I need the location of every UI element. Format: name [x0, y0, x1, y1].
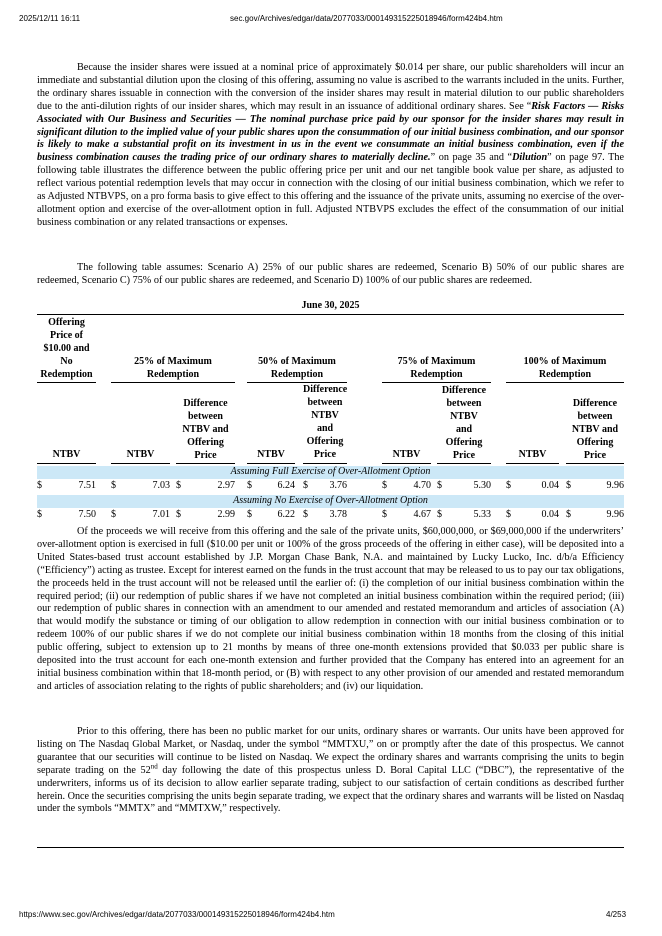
currency-symbol: $ [437, 508, 442, 520]
ntbv-header: NTBV [37, 449, 96, 464]
difference-header: Difference between NTBV and Offering Price [303, 384, 347, 463]
currency-symbol: $ [247, 508, 252, 520]
text: Because the insider shares were issued at a nominal price of approximately $0.014 per share, our public shareholders will incur an immediate and substantial dilution upon the closing of this offering, assuming no value is ascribed to the warrants included in the units. Further, the ordinary shares issuable in connection with the conversion of the insider shares may result in material dilution to our public shareholders due to the anti-dilution rights of our insider shares, which may result in an issuance of additional ordinary shares. See “ [37, 62, 624, 112]
paragraph-dilution [37, 62, 624, 230]
cell-value: 6.24 [277, 479, 295, 491]
dilution-table [37, 300, 624, 522]
currency-symbol: $ [506, 508, 511, 520]
cell-value: 7.01 [152, 508, 170, 520]
dilution-reference: Dilution [512, 152, 548, 164]
group-25-header: 25% of Maximum Redemption [111, 356, 235, 384]
table-cell [111, 480, 170, 493]
cell-value: 5.30 [473, 479, 491, 491]
cell-value: 3.78 [329, 508, 347, 520]
ntbv-header: NTBV [247, 449, 295, 464]
group-75-header: 75% of Maximum Redemption [382, 356, 491, 384]
table-cell [37, 480, 96, 493]
print-page-number: 4/253 [606, 910, 627, 919]
page-divider [37, 847, 624, 848]
ntbv-header: NTBV [506, 449, 559, 464]
ordinal-suffix: nd [150, 762, 158, 771]
table-row [37, 509, 624, 522]
table-row [37, 480, 624, 493]
currency-symbol: $ [176, 508, 181, 520]
difference-header: Difference between NTBV and Offering Price [566, 398, 624, 464]
group-100-header: 100% of Maximum Redemption [506, 356, 624, 384]
difference-header: Difference between NTBV and Offering Price [437, 385, 491, 463]
currency-symbol: $ [111, 479, 116, 491]
table-cell [437, 509, 491, 522]
currency-symbol: $ [247, 479, 252, 491]
currency-symbol: $ [303, 508, 308, 520]
cell-value: 0.04 [541, 508, 559, 520]
risk-factor-reference: Risk Factors — Risks Associated with Our Business and Securities — The nominal purchase price paid by our sponsor for the insider shares may result in significant dilution to the implied value of your public shares upon the consummation of our initial business combination, and our sponsor is likely to make a substantial profit on its investment in us in the event we consummate an initial business combination, even if the business combination causes the trading price of our ordinary shares to materially decline. [37, 100, 624, 164]
cell-value: 5.33 [473, 508, 491, 520]
currency-symbol: $ [37, 479, 42, 491]
table-cell [566, 509, 624, 522]
table-cell [506, 509, 559, 522]
ntbv-header: NTBV [382, 449, 431, 464]
table-date-header: June 30, 2025 [37, 300, 624, 315]
table-cell [382, 509, 431, 522]
table-cell [382, 480, 431, 493]
currency-symbol: $ [382, 479, 387, 491]
cell-value: 4.70 [413, 479, 431, 491]
cell-value: 4.67 [413, 508, 431, 520]
table-cell [303, 480, 347, 493]
currency-symbol: $ [111, 508, 116, 520]
table-cell [176, 509, 235, 522]
text: ” on page 97. The following table illustrates the difference between the public offering price per unit and our net tangible book value per share, as adjusted to reflect various potential redemption levels that may occur in connection with the closing of our initial business combination, which we refer to as Adjusted NTBVPS, on a pro forma basis to give effect to this offering and the issuance of the private units, assuming no exercise of the over-allotment option and exercise of the over-allotment option in full. Adjusted NTBVPS excludes the effect of the consummation of our initial business combination or any related transactions or expenses. [37, 152, 624, 228]
cell-value: 7.03 [152, 479, 170, 491]
cell-value: 7.51 [78, 479, 96, 491]
print-url: https://www.sec.gov/Archives/edgar/data/2077033/000149315225018946/form424b4.htm [19, 910, 335, 919]
table-cell [247, 480, 295, 493]
difference-header: Difference between NTBV and Offering Price [176, 398, 235, 464]
currency-symbol: $ [37, 508, 42, 520]
currency-symbol: $ [437, 479, 442, 491]
section-band: Assuming Full Exercise of Over-Allotment Option [37, 466, 624, 479]
group-50-header: 50% of Maximum Redemption [247, 356, 347, 384]
table-cell [437, 480, 491, 493]
text: ” on page 35 and “ [430, 152, 513, 164]
currency-symbol: $ [506, 479, 511, 491]
cell-value: 2.97 [217, 479, 235, 491]
currency-symbol: $ [303, 479, 308, 491]
text: Of the proceeds we will receive from this offering and the sale of the private units, $60,000,000, or $69,000,000 if the underwriters’ over-allotment option is exercised in full ($10.00 per unit or 100% of the gross proceeds of the offering in either case), will be deposited into a United States-based trust account established by J.P. Morgan Chase Bank, N.A. and maintained by Lucky Lucko, Inc. d/b/a Efficiency (“Efficiency”) acting as trustee. Except for interest earned on the funds in the trust account that may be released to us to pay our tax obligations, the proceeds held in the trust account will not be released until the earlier of: (i) the completion of our initial business combination within the required period; (ii) our redemption of public shares if we have not completed an initial business combination within the required period; (iii) our redemption of public shares in connection with an amendment to our amended and restated memorandum and articles of association (A) that would modify the substance or timing of our obligation to allow redemption in connection with our initial business combination or to redeem 100% of our public shares if we do not complete our initial business combination within 18 months from the closing of this initial public offering, subject to extension up to 21 months by means of three one-month extensions provided that $0.033 per public share is deposited into the trust account for each one-month extension and further provided that the Company has entered into an agreement for an initial business combination within that 18-month period, or (B) with respect to any other provision of our amended and restated memorandum and articles of association relating to the rights of public shareholders; and (iv) our liquidation. [37, 526, 624, 692]
table-group-header-row [37, 317, 624, 384]
currency-symbol: $ [566, 508, 571, 520]
print-title: sec.gov/Archives/edgar/data/2077033/000149315225018946/form424b4.htm [230, 14, 503, 23]
currency-symbol: $ [176, 479, 181, 491]
currency-symbol: $ [566, 479, 571, 491]
paragraph-listing [37, 726, 624, 816]
cell-value: 2.99 [217, 508, 235, 520]
table-body [37, 466, 624, 522]
text: day following the date of this prospectus unless D. Boral Capital LLC (“DBC”), the representative of the underwriters, informs us of its decision to allow earlier separate trading, subject to our satisfaction of certain conditions as described further herein. Once the securities comprising the units begin separate trading, we expect that the ordinary shares and warrants will be listed on Nasdaq under the symbols “MMTX” and “MMTXW,” respectively. [37, 764, 625, 815]
table-cell [566, 480, 624, 493]
ntbv-header: NTBV [111, 449, 170, 464]
cell-value: 9.96 [606, 479, 624, 491]
cell-value: 7.50 [78, 508, 96, 520]
table-cell [303, 509, 347, 522]
table-cell [37, 509, 96, 522]
text: Prior to this offering, there has been no public market for our units, ordinary shares or warrants. Our units have been approved for listing on The Nasdaq Global Market, or Nasdaq, under the symbol “MMTXU,” on or promptly after the date of this prospectus. We cannot guarantee that our securities will continue to be listed on Nasdaq. We expect the ordinary shares and warrants comprising the units to begin separate trading on the 52 [37, 726, 624, 776]
table-cell [176, 480, 235, 493]
cell-value: 9.96 [606, 508, 624, 520]
cell-value: 3.76 [329, 479, 347, 491]
paragraph-scenarios [37, 262, 624, 288]
paragraph-trust-account [37, 526, 624, 694]
offering-price-header: Offering Price of $10.00 and No Redemption [37, 317, 96, 384]
currency-symbol: $ [382, 508, 387, 520]
table-cell [111, 509, 170, 522]
table-column-header-row [37, 384, 624, 463]
cell-value: 0.04 [541, 479, 559, 491]
section-band: Assuming No Exercise of Over-Allotment Option [37, 495, 624, 508]
table-cell [247, 509, 295, 522]
table-cell [506, 480, 559, 493]
cell-value: 6.22 [277, 508, 295, 520]
text: The following table assumes: Scenario A) 25% of our public shares are redeemed, Scenario B) 50% of our public shares are redeemed, Scenario C) 75% of our public shares are redeemed, and Scenario D) 100% of our public shares are redeemed. [37, 262, 624, 286]
print-datetime: 2025/12/11 16:11 [19, 14, 81, 23]
